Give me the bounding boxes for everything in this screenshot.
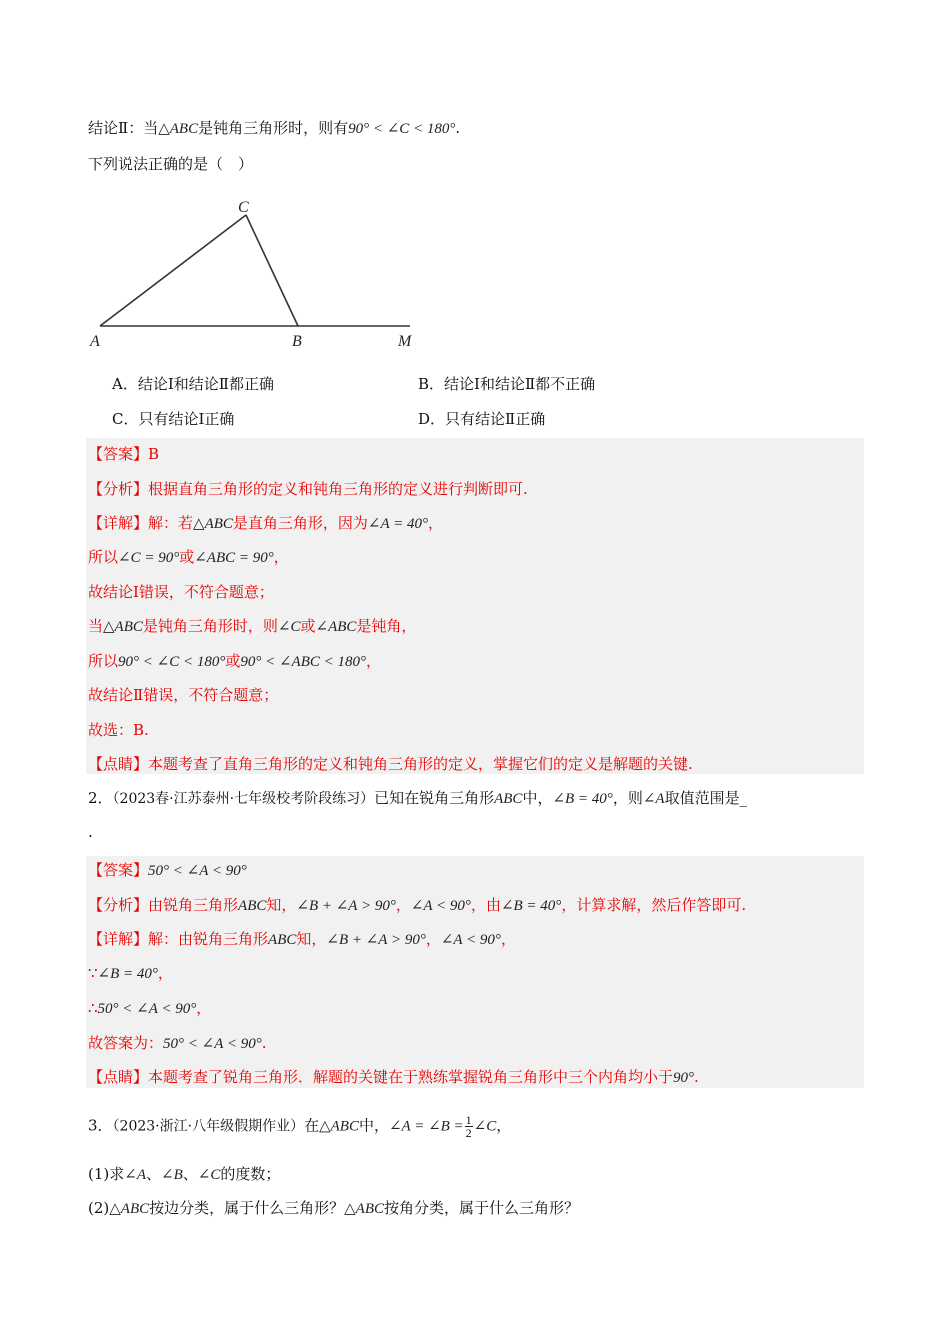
q2-analysis bbox=[88, 895, 746, 916]
math-triangle: △ABC bbox=[109, 1201, 150, 1217]
option-c[interactable]: C．只有结论Ⅰ正确 bbox=[112, 410, 235, 428]
comment-text: 本题考查了锐角三角形．解题的关键在于熟练掌握锐角三角形中三个内角均小于 bbox=[148, 1068, 674, 1086]
text: 或 bbox=[179, 548, 195, 566]
text: 所以 bbox=[88, 548, 119, 566]
math-range: 50° < ∠A < 90° bbox=[163, 1036, 262, 1052]
text: (2) bbox=[88, 1199, 110, 1217]
q2-stem-period: . bbox=[88, 823, 93, 841]
fraction-denominator: 2 bbox=[465, 1126, 472, 1140]
math-angle: ∠ABC bbox=[315, 619, 357, 635]
q2-stem bbox=[88, 788, 747, 809]
q1-detail-line-4 bbox=[88, 616, 416, 637]
q2-detail-line-1 bbox=[88, 929, 516, 950]
label-b: B bbox=[292, 333, 302, 350]
text: ， bbox=[500, 930, 516, 948]
math-triangle: △ABC bbox=[158, 121, 199, 137]
math-range: 50° < ∠A < 90° bbox=[97, 1001, 197, 1017]
fraction-one-half bbox=[465, 1114, 473, 1139]
text: 由锐角三角形 bbox=[148, 896, 239, 914]
option-b[interactable]: B．结论Ⅰ和结论Ⅱ都不正确 bbox=[418, 375, 596, 393]
text: 结论Ⅱ：当 bbox=[88, 119, 159, 137]
q3-part-1 bbox=[88, 1164, 280, 1185]
answer-tag: 【答案】 bbox=[88, 445, 149, 463]
q3-stem bbox=[88, 1114, 511, 1139]
analysis-tag: 【分析】 bbox=[88, 896, 149, 914]
math-equation: ∠A = ∠B = bbox=[388, 1118, 464, 1135]
math-triangle: △ABC bbox=[103, 619, 143, 635]
option-d[interactable]: D．只有结论Ⅱ正确 bbox=[418, 410, 546, 428]
comment-tag: 【点睛】 bbox=[88, 755, 149, 773]
text: . bbox=[455, 119, 461, 137]
math-angle: ∠A bbox=[124, 1167, 146, 1183]
question-number: 2． bbox=[88, 789, 113, 807]
question-source: （2023·浙江·八年级假期作业） bbox=[112, 1118, 305, 1135]
math-inequality: ∠B + ∠A > 90° bbox=[326, 932, 426, 948]
text: ， bbox=[157, 964, 173, 982]
text: 取值范围是 bbox=[664, 789, 740, 807]
comment-tag: 【点睛】 bbox=[88, 1068, 149, 1086]
text: 在 bbox=[304, 1116, 320, 1135]
q2-detail-line-3 bbox=[88, 998, 211, 1019]
math-angle: ∠C bbox=[197, 1167, 221, 1183]
segment-cb bbox=[246, 215, 298, 326]
math-range: 90° < ∠ABC < 180° bbox=[240, 654, 366, 670]
q1-detail-line-1 bbox=[88, 513, 443, 534]
answer-value: 50° < ∠A < 90° bbox=[148, 863, 247, 879]
text: 所以 bbox=[88, 652, 119, 670]
label-m: M bbox=[398, 333, 412, 350]
math-triangle: ABC bbox=[268, 932, 297, 948]
text: ，由 bbox=[470, 896, 501, 914]
text: ， bbox=[366, 652, 382, 670]
text: ， bbox=[273, 548, 289, 566]
analysis-tag: 【分析】 bbox=[88, 480, 149, 498]
math-angle: ∠C bbox=[277, 619, 301, 635]
comment-text: 本题考查了直角三角形的定义和钝角三角形的定义，掌握它们的定义是解题的关键. bbox=[148, 755, 693, 773]
text: . bbox=[261, 1034, 267, 1052]
conclusion-2 bbox=[88, 118, 460, 139]
math-range: 90° < ∠C < 180° bbox=[348, 121, 456, 137]
math-triangle: ABC bbox=[238, 898, 267, 914]
math-angle: ∠B = 40° bbox=[552, 791, 613, 807]
math-angle: ∠B = 40° bbox=[97, 966, 158, 982]
detail-tag: 【详解】 bbox=[88, 930, 149, 948]
math-angle: ∠B bbox=[161, 1167, 183, 1183]
label-c: C bbox=[238, 199, 249, 216]
answer-value: B bbox=[148, 445, 160, 463]
text: ， bbox=[395, 896, 411, 914]
label-a: A bbox=[90, 333, 100, 350]
answer-tag: 【答案】 bbox=[88, 861, 149, 879]
q1-answer bbox=[88, 444, 159, 464]
question-prompt: 下列说法正确的是（ ） bbox=[88, 155, 254, 173]
math-range: 90° < ∠C < 180° bbox=[118, 654, 226, 670]
q2-detail-line-2 bbox=[88, 963, 173, 984]
fraction-numerator: 1 bbox=[465, 1113, 472, 1127]
q1-detail-line-3: 故结论Ⅰ错误，不符合题意； bbox=[88, 583, 274, 601]
text: 知， bbox=[266, 896, 297, 914]
segment-ac bbox=[100, 215, 246, 326]
therefore-symbol: ∴ bbox=[88, 999, 98, 1017]
math-angle: 90° bbox=[673, 1070, 695, 1086]
q3-part-2 bbox=[88, 1198, 579, 1219]
q1-detail-line-2 bbox=[88, 547, 289, 568]
text: 故答案为： bbox=[88, 1034, 164, 1052]
text: 、 bbox=[182, 1165, 198, 1183]
text: 或 bbox=[300, 617, 316, 635]
text: ， bbox=[496, 1116, 512, 1135]
math-triangle: △ABC bbox=[344, 1201, 385, 1217]
text: 解：若 bbox=[148, 514, 194, 532]
text: ， bbox=[428, 514, 444, 532]
text: ， bbox=[425, 930, 441, 948]
analysis-text: 根据直角三角形的定义和钝角三角形的定义进行判断即可. bbox=[148, 480, 528, 498]
triangle-figure bbox=[80, 190, 440, 360]
text: ，则 bbox=[612, 789, 643, 807]
math-angle: ∠ABC = 90° bbox=[194, 550, 274, 566]
math-inequality: ∠A < 90° bbox=[440, 932, 501, 948]
text: 知， bbox=[296, 930, 327, 948]
because-symbol: ∵ bbox=[88, 964, 98, 982]
text: 的度数； bbox=[220, 1165, 281, 1183]
q2-detail-line-4 bbox=[88, 1033, 267, 1054]
text: . bbox=[694, 1068, 699, 1086]
text: ，计算求解，然后作答即可. bbox=[561, 896, 747, 914]
math-angle: ∠A = 40° bbox=[367, 516, 429, 532]
q1-detail-line-6: 故结论Ⅱ错误，不符合题意； bbox=[88, 686, 279, 704]
math-angle: ∠C bbox=[473, 1118, 497, 1135]
text: 是钝角三角形时，则有 bbox=[198, 119, 349, 137]
math-inequality: ∠B + ∠A > 90° bbox=[296, 898, 396, 914]
q1-analysis bbox=[88, 479, 528, 499]
text: 中， bbox=[522, 789, 553, 807]
math-triangle: △ABC bbox=[193, 516, 233, 532]
q2-answer bbox=[88, 860, 247, 881]
math-inequality: ∠A < 90° bbox=[410, 898, 471, 914]
text: 当 bbox=[88, 617, 104, 635]
text: 解：由锐角三角形 bbox=[148, 930, 269, 948]
text: 是钝角， bbox=[356, 617, 417, 635]
text: 或 bbox=[225, 652, 241, 670]
q2-comment bbox=[88, 1067, 699, 1088]
text: 是钝角三角形时，则 bbox=[142, 617, 278, 635]
detail-tag: 【详解】 bbox=[88, 514, 149, 532]
text: 按边分类，属于什么三角形？ bbox=[149, 1199, 345, 1217]
q1-detail-line-5 bbox=[88, 651, 381, 672]
answer-blank[interactable]: _ bbox=[739, 789, 748, 807]
question-source: （2023春·江苏泰州·七年级校考阶段练习） bbox=[112, 791, 375, 807]
math-angle: ∠C = 90° bbox=[118, 550, 180, 566]
text: 按角分类，属于什么三角形？ bbox=[384, 1199, 580, 1217]
q1-comment bbox=[88, 754, 693, 774]
math-angle: ∠B = 40° bbox=[500, 898, 562, 914]
question-number: 3． bbox=[88, 1116, 113, 1135]
text: 已知在锐角三角形 bbox=[374, 789, 495, 807]
text: 是直角三角形，因为 bbox=[232, 514, 368, 532]
option-a[interactable]: A．结论Ⅰ和结论Ⅱ都正确 bbox=[112, 375, 274, 393]
math-triangle: ABC bbox=[494, 791, 523, 807]
math-angle: ∠A bbox=[642, 791, 665, 807]
text: ， bbox=[196, 999, 212, 1017]
text: 、 bbox=[145, 1165, 161, 1183]
text: 中， bbox=[358, 1116, 389, 1135]
q1-detail-line-7: 故选：B. bbox=[88, 721, 149, 739]
text: (1)求 bbox=[88, 1165, 125, 1183]
math-triangle: △ABC bbox=[319, 1118, 359, 1135]
